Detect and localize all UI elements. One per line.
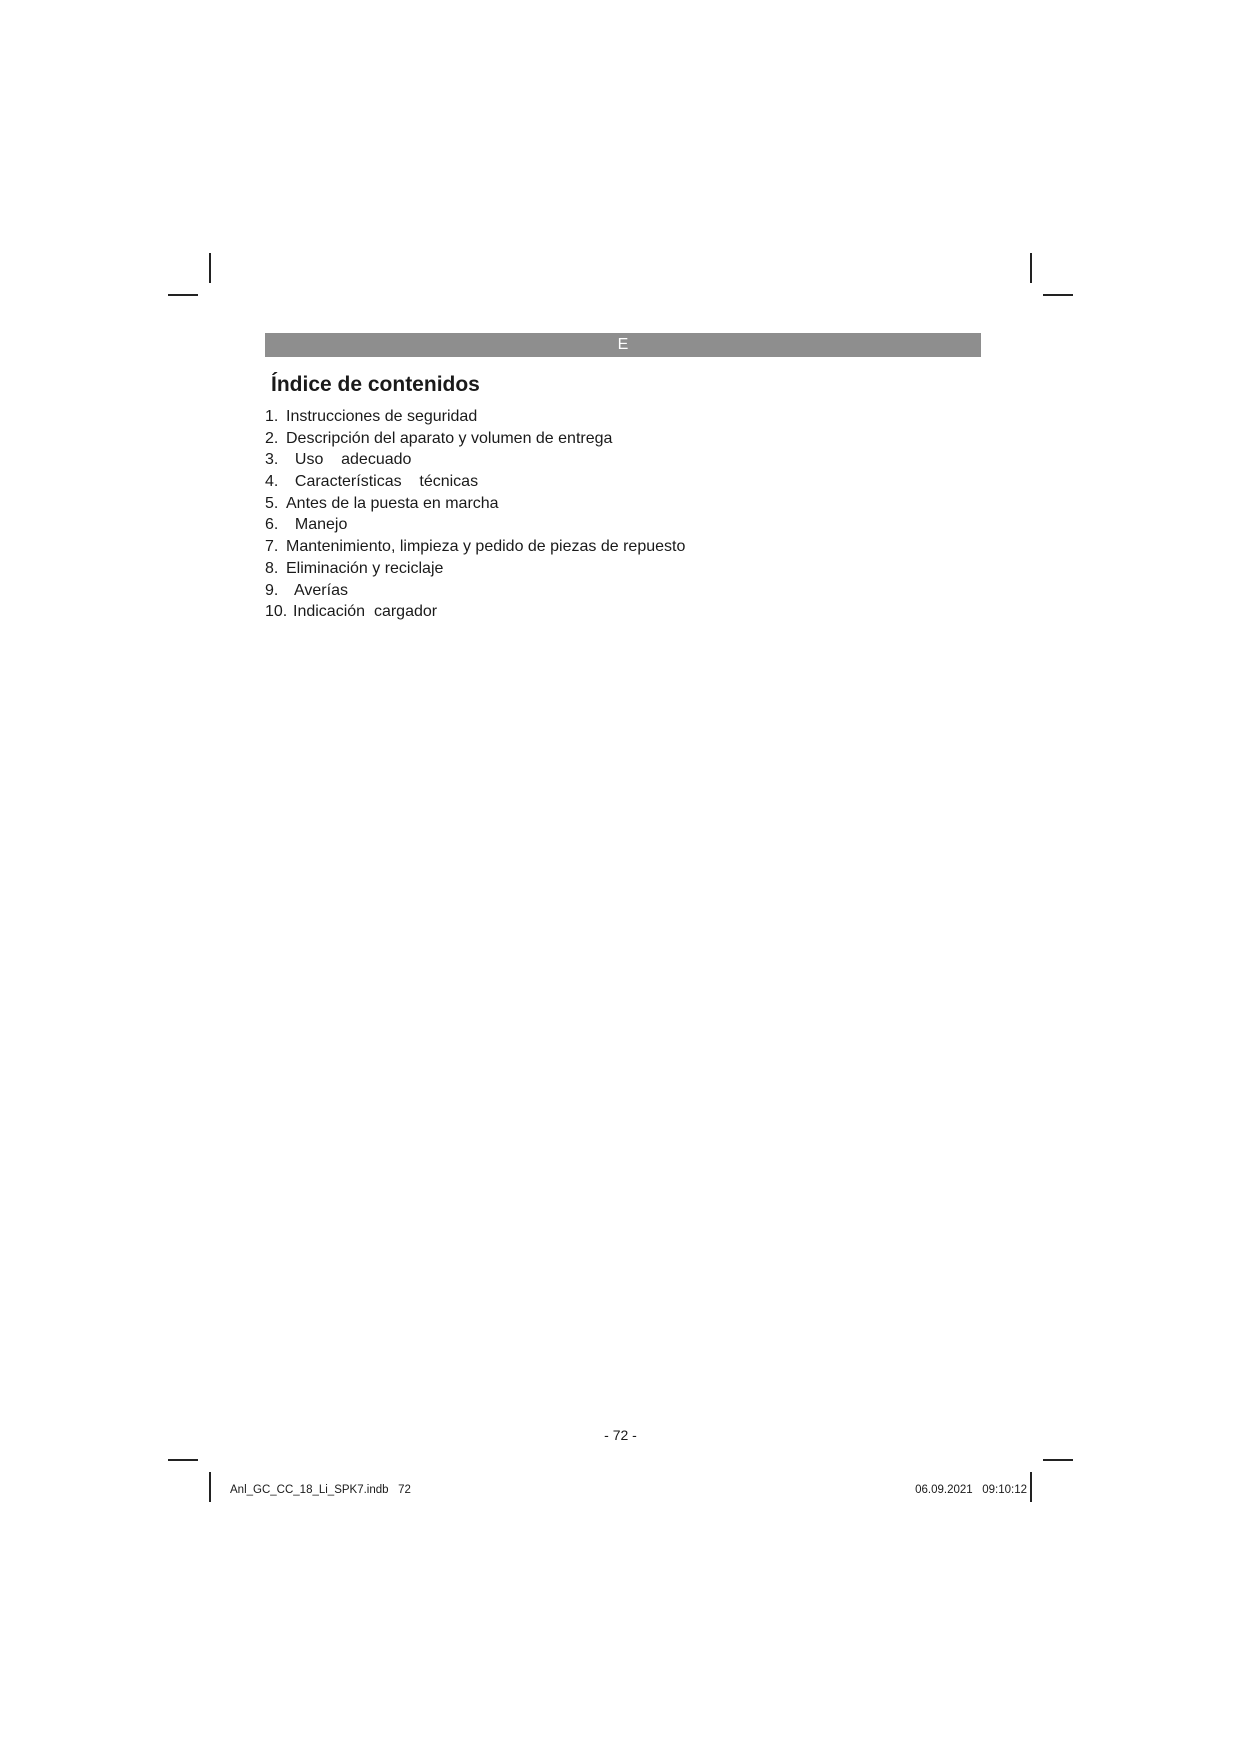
crop-mark-bottom-left-vertical — [209, 1472, 211, 1502]
toc-item-number: 4. — [265, 473, 279, 491]
toc-item — [265, 406, 685, 428]
language-header-bar: E — [265, 333, 981, 357]
toc-item — [265, 536, 685, 558]
toc-item — [265, 428, 685, 450]
crop-mark-bottom-right-vertical — [1030, 1472, 1032, 1502]
crop-mark-top-left-vertical — [209, 253, 211, 283]
crop-mark-top-right-vertical — [1030, 253, 1032, 283]
toc-item-text: Instrucciones de seguridad — [286, 408, 478, 425]
toc-item-text: Uso adecuado — [286, 451, 412, 469]
toc-item-text: Antes de la puesta en marcha — [286, 494, 499, 512]
toc-item-text: Eliminación y reciclaje — [286, 559, 444, 577]
toc-item-text: Indicación cargador — [293, 603, 438, 621]
crop-mark-bottom-right-horizontal — [1043, 1459, 1073, 1461]
toc-item — [265, 580, 685, 602]
toc-item-number: 6. — [265, 516, 279, 534]
toc-item-number: 5. — [265, 494, 279, 512]
toc-item — [265, 558, 685, 580]
print-file-slug: Anl_GC_CC_18_Li_SPK7.indb 72 — [230, 1484, 411, 1496]
toc-item-text: Mantenimiento, limpieza y pedido de piezas de repuesto — [286, 538, 686, 556]
toc-item — [265, 471, 685, 493]
toc-item-number: 7. — [265, 538, 279, 556]
toc-item-text: Características técnicas — [286, 473, 479, 491]
toc-item-text: Manejo — [286, 516, 348, 534]
crop-mark-top-right-horizontal — [1043, 294, 1073, 296]
toc-list — [265, 406, 685, 623]
toc-title: Índice de contenidos — [271, 373, 480, 396]
toc-item-number: 8. — [265, 559, 279, 577]
toc-item — [265, 514, 685, 536]
crop-mark-top-left-horizontal — [168, 294, 198, 296]
toc-item-number: 9. — [265, 581, 279, 599]
toc-item — [265, 449, 685, 471]
toc-item-number: 2. — [265, 429, 279, 447]
toc-item — [265, 601, 685, 623]
toc-item-number: 10. — [265, 603, 288, 621]
toc-item — [265, 493, 685, 515]
toc-item-number: 3. — [265, 451, 279, 469]
print-timestamp: 06.09.2021 09:10:12 — [915, 1484, 1027, 1496]
crop-mark-bottom-left-horizontal — [168, 1459, 198, 1461]
page-number: - 72 - — [604, 1427, 637, 1443]
toc-item-text: Descripción del aparato y volumen de entrega — [286, 429, 613, 447]
toc-item-text: Averías — [286, 581, 348, 599]
toc-item-number: 1. — [265, 408, 279, 425]
